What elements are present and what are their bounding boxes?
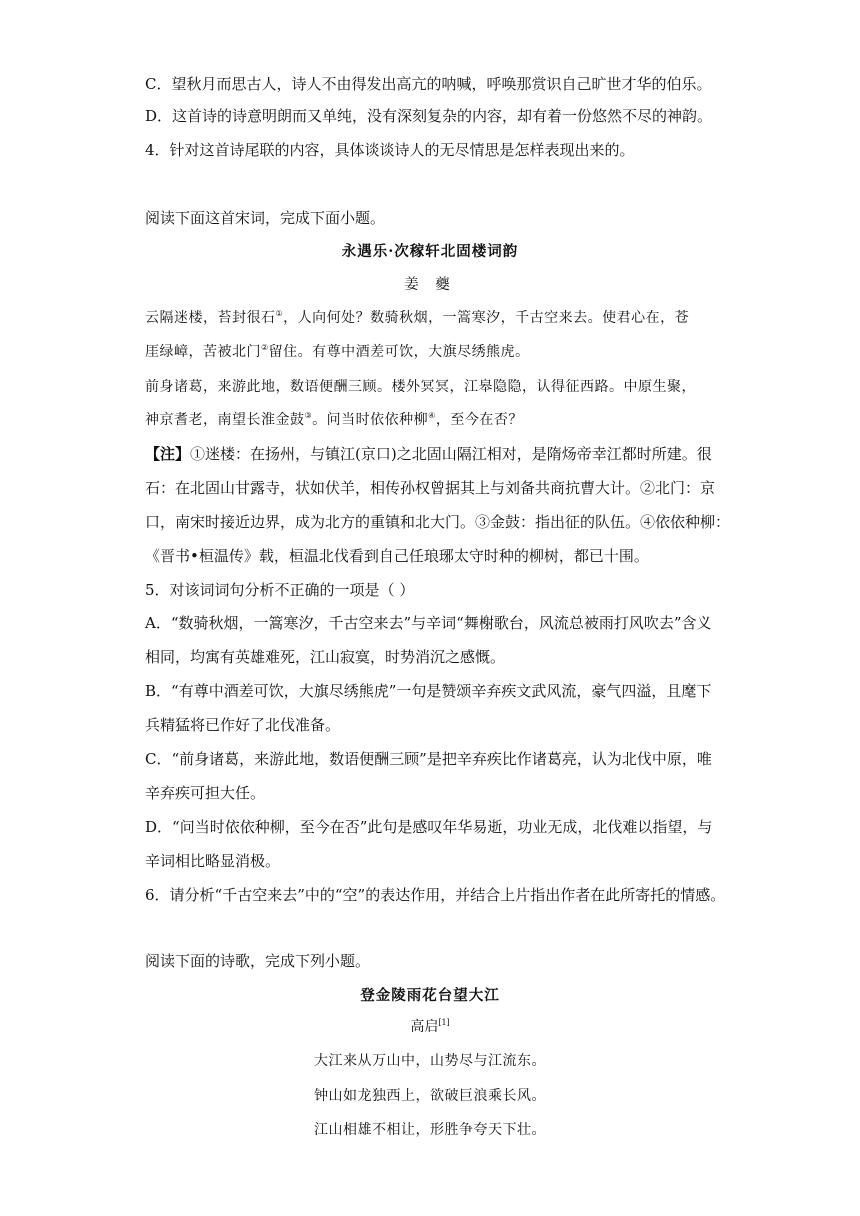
q5-option-d-line2: 辛词相比略显消极。	[145, 852, 281, 870]
poem-text: ，至今在否？	[435, 412, 523, 428]
q5-option-d-line1: D．“问当时依依种柳，至今在否”此句是感叹年华易逝，功业无成，北伐难以指望，与	[145, 818, 713, 836]
section2-intro: 阅读下面这首宋词，完成下面小题。	[145, 209, 386, 227]
poem2-title: 登金陵雨花台望大江	[360, 987, 500, 1004]
poem-text: 云隔迷楼，苔封很石	[145, 310, 276, 326]
poem-line-4	[145, 409, 720, 431]
poem-text: 留住。有尊中酒差可饮，大旗尽绣熊虎。	[268, 344, 530, 360]
poem-text: ，人向何处？数骑秋烟，一篙寒汐，千古空来去。使君心在，苍	[283, 310, 690, 326]
poem-line-3: 前身诸葛，来游此地，数语便酬三顾。楼外冥冥，江皋隐隐，认得征西路。中原生聚，	[145, 379, 696, 395]
poem-title: 永遇乐·次稼轩北固楼词韵	[341, 243, 519, 260]
poem2-author-name: 高启	[410, 1019, 439, 1035]
q5-option-a-line2: 相同，均寓有英雄难死，江山寂寞，时势消沉之感慨。	[145, 648, 506, 666]
footnote-marker: ①	[275, 309, 284, 318]
q4-question: 4．针对这首诗尾联的内容，具体谈谈诗人的无尽情思是怎样表现出来的。	[145, 141, 635, 159]
poem2-line-2: 钟山如龙独西上，欲破巨浪乘长风。	[314, 1088, 546, 1104]
poem-text: 。问当时依依种柳	[312, 412, 429, 428]
poem-text: 神京耆老，南望长淮金鼓	[145, 412, 305, 428]
poem2-line-1: 大江来从万山中，山势尽与江流东。	[314, 1053, 546, 1069]
q5-option-c-line1: C．“前身诸葛，来游此地，数语便酬三顾”是把辛弃疾比作诸葛亮，认为北伐中原，唯	[145, 750, 712, 768]
footnote-marker: ③	[304, 411, 313, 420]
footnote-marker: ④	[428, 411, 436, 420]
q3-option-d: D．这首诗的诗意明朗而又单纯，没有深刻复杂的内容，却有着一份悠然不尽的神韵。	[145, 107, 713, 125]
q5-option-c-line2: 辛弃疾可担大任。	[145, 784, 266, 802]
poem-author: 姜 夔	[404, 277, 456, 293]
note-label: 【注】	[145, 445, 191, 463]
poem2-author	[0, 1016, 860, 1038]
q3-option-c: C．望秋月而思古人，诗人不由得发出高亢的呐喊，呼唤那赏识自己旷世才华的伯乐。	[145, 75, 712, 93]
q5-stem: 5．对该词词句分析不正确的一项是（ ）	[145, 581, 415, 599]
q5-option-b-line2: 兵精猛将已作好了北伐准备。	[145, 716, 341, 734]
q5-option-b-line1: B．“有尊中酒差可饮，大旗尽绣熊虎”一句是赞颂辛弃疾文武风流，豪气四溢，且麾下	[145, 682, 712, 700]
poem-line-2	[145, 341, 720, 363]
footnote-marker: ②	[261, 343, 269, 352]
poem-text: 厓绿嶂，苦被北门	[145, 344, 261, 360]
q6-question: 6．请分析“千古空来去”中的“空”的表达作用，并结合上片指出作者在此所寄托的情感。	[145, 886, 726, 904]
note-line-2: 石：在北固山甘露寺，状如伏羊，相传孙权曾据其上与刘备共商抗曹大计。②北门：京	[145, 479, 716, 497]
note-text: ①迷楼：在扬州，与镇江(京口)之北固山隔江相对，是隋炀帝幸江都时所建。很	[190, 445, 712, 463]
q5-option-a-line1: A．“数骑秋烟，一篙寒汐，千古空来去”与辛词“舞榭歌台，风流总被雨打风吹去”含义	[145, 614, 712, 632]
note-line-4: 《晋书•桓温传》载，桓温北伐看到自己任琅琊太守时种的柳树，都已十围。	[145, 547, 649, 565]
footnote-marker: [1]	[438, 1018, 450, 1027]
note-line-1	[145, 443, 720, 465]
poem-line-1	[145, 307, 720, 329]
note-line-3: 口，南宋时接近边界，成为北方的重镇和北大门。③金鼓：指出征的队伍。④依依种柳：	[145, 513, 731, 531]
poem2-line-3: 江山相雄不相让，形胜争夸天下壮。	[314, 1122, 546, 1138]
section3-intro: 阅读下面的诗歌，完成下列小题。	[145, 952, 371, 970]
